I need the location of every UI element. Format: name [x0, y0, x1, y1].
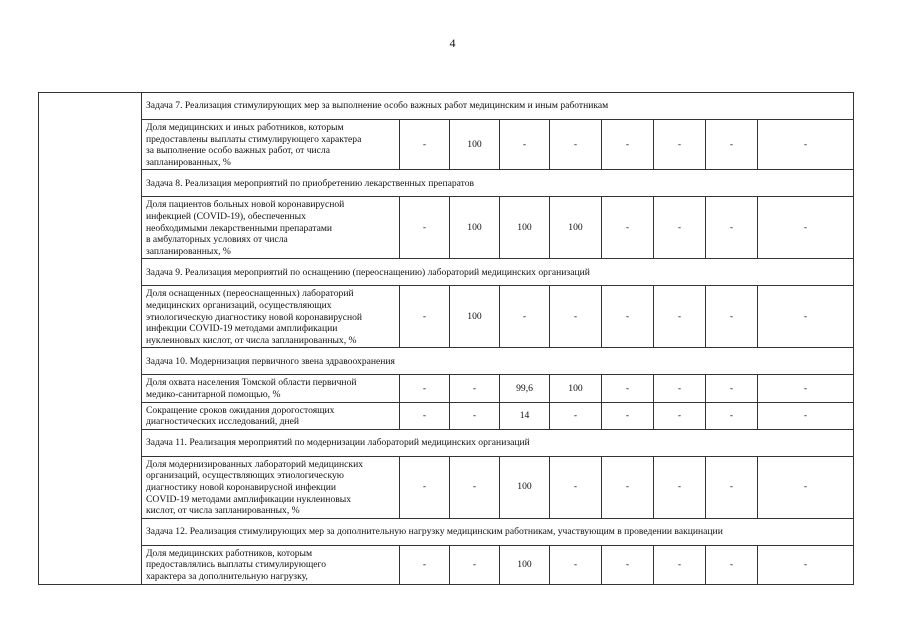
indicator-line: предоставлялись выплаты стимулирующего [146, 559, 327, 571]
indicator-name [142, 120, 400, 170]
indicator-line: Доля медицинских и иных работников, которым [146, 122, 344, 133]
indicator-value: - [550, 456, 602, 518]
indicator-line: характера за дополнительную нагрузку, [146, 570, 308, 582]
indicator-line: кислот, от числа запланированных, % [146, 505, 300, 517]
indicator-line: Доля пациентов больных новой коронавирусной [146, 199, 345, 211]
indicator-value: - [400, 120, 450, 170]
indicator-line: Доля медицинских работников, которым [146, 547, 313, 559]
indicator-value: - [654, 545, 706, 584]
indicator-line: за выполнение особо важных работ, от числа [146, 145, 330, 157]
indicator-value: - [654, 375, 706, 402]
indicator-line: Сокращение сроков ожидания дорогостоящих [146, 404, 335, 416]
indicator-line: медико-санитарной помощью, % [146, 388, 281, 400]
indicator-name [142, 197, 400, 259]
indicator-value: - [706, 456, 758, 518]
indicator-value: - [400, 402, 450, 429]
indicator-line: инфекции COVID-19 методами амплификации [146, 323, 338, 335]
indicator-name [142, 286, 400, 348]
indicator-name [142, 402, 400, 429]
indicator-row [39, 545, 854, 584]
task-row [39, 170, 854, 197]
indicator-value: - [602, 197, 654, 259]
indicator-name [142, 456, 400, 518]
indicator-value: 100 [450, 120, 500, 170]
indicator-value: - [400, 545, 450, 584]
indicator-line: необходимыми лекарственными препаратами [146, 222, 333, 234]
task-heading: Задача 8. Реализация мероприятий по приобретению лекарственных препаратов [142, 170, 854, 197]
indicator-value: - [706, 197, 758, 259]
indicator-value: - [450, 402, 500, 429]
indicator-value: - [654, 197, 706, 259]
task-heading: Задача 12. Реализация стимулирующих мер за дополнительную нагрузку медицинским работникам, участвующим в проведении вакцинации [142, 518, 854, 545]
indicator-value: - [706, 375, 758, 402]
indicators-table [38, 92, 854, 585]
task-row [39, 93, 854, 120]
page-number: 4 [449, 36, 456, 50]
indicator-value: - [758, 120, 854, 170]
task-heading: Задача 7. Реализация стимулирующих мер за выполнение особо важных работ медицинским и иным работникам [142, 93, 854, 120]
indicator-value: - [602, 120, 654, 170]
indicator-value: - [758, 197, 854, 259]
indicator-value: - [550, 120, 602, 170]
task-heading: Задача 11. Реализация мероприятий по модернизации лабораторий медицинских организаций [142, 429, 854, 456]
indicator-value: - [500, 120, 550, 170]
indicator-row [39, 197, 854, 259]
indicator-line: Доля модернизированных лабораторий медицинских [146, 458, 364, 470]
indicator-value: 100 [450, 197, 500, 259]
indicator-line: диагностических исследований, дней [146, 416, 300, 428]
indicator-value: - [602, 402, 654, 429]
task-heading: Задача 10. Модернизация первичного звена здравоохранения [142, 348, 854, 375]
indicator-row [39, 456, 854, 518]
indicator-value: - [500, 286, 550, 348]
indicator-value: 100 [500, 197, 550, 259]
indicator-value: - [758, 375, 854, 402]
indicator-value: - [654, 286, 706, 348]
indicator-line: этиологическую диагностику новой коронавирусной [146, 311, 363, 323]
indicator-value: - [654, 120, 706, 170]
indicator-row [39, 375, 854, 402]
indicator-value: - [706, 402, 758, 429]
indicator-line: COVID-19 методами амплификации нуклеиновых [146, 493, 352, 505]
task-row [39, 429, 854, 456]
indicator-value: - [450, 456, 500, 518]
indicator-value: 100 [550, 197, 602, 259]
indicator-value: - [654, 456, 706, 518]
indicator-value: - [400, 286, 450, 348]
indicator-value: - [706, 286, 758, 348]
indicator-line: организаций, осуществляющих этиологическую [146, 470, 344, 482]
indicator-value: 99,6 [500, 375, 550, 402]
indicator-value: - [758, 456, 854, 518]
indicator-line: нуклеиновых кислот, от числа запланированных, % [146, 334, 357, 346]
indicator-row [39, 286, 854, 348]
indicator-value: - [450, 375, 500, 402]
task-row [39, 259, 854, 286]
indicator-value: - [758, 545, 854, 584]
indicator-line: запланированных, % [146, 156, 231, 168]
indicator-value: - [602, 456, 654, 518]
indicator-value: - [602, 375, 654, 402]
indicator-value: - [550, 402, 602, 429]
indicator-value: - [400, 197, 450, 259]
indicator-line: запланированных, % [146, 245, 231, 257]
indicator-value: 100 [550, 375, 602, 402]
indicator-value: - [400, 375, 450, 402]
indicator-name [142, 545, 400, 584]
indicator-value: - [602, 286, 654, 348]
indicator-line: инфекцией (COVID-19), обеспеченных [146, 211, 306, 222]
indicator-line: диагностику новой коронавирусной инфекции [146, 481, 337, 493]
indicator-row [39, 402, 854, 429]
indicator-value: 14 [500, 402, 550, 429]
indicator-line: предоставлены выплаты стимулирующего характера [146, 133, 362, 145]
indicator-value: - [706, 545, 758, 584]
indicator-value: - [550, 286, 602, 348]
indicator-line: медицинских организаций, осуществляющих [146, 300, 332, 311]
indicator-value: - [550, 545, 602, 584]
indicator-line: в амбулаторных условиях от числа [146, 234, 288, 246]
indicator-value: 100 [500, 545, 550, 584]
indicator-value: 100 [450, 286, 500, 348]
indicator-value: - [706, 120, 758, 170]
indicator-line: Доля оснащенных (переоснащенных) лабораторий [146, 288, 354, 300]
indicator-value: - [602, 545, 654, 584]
indicator-line: Доля охвата населения Томской области первичной [146, 377, 357, 389]
indicator-value: 100 [500, 456, 550, 518]
indicator-name [142, 375, 400, 402]
task-row [39, 518, 854, 545]
indicator-value: - [400, 456, 450, 518]
indicator-row [39, 120, 854, 170]
indicator-value: - [758, 286, 854, 348]
left-column-cell [39, 93, 142, 585]
indicator-value: - [654, 402, 706, 429]
task-row [39, 348, 854, 375]
indicator-value: - [450, 545, 500, 584]
task-heading: Задача 9. Реализация мероприятий по оснащению (переоснащению) лабораторий медицинских организаций [142, 259, 854, 286]
indicator-value: - [758, 402, 854, 429]
